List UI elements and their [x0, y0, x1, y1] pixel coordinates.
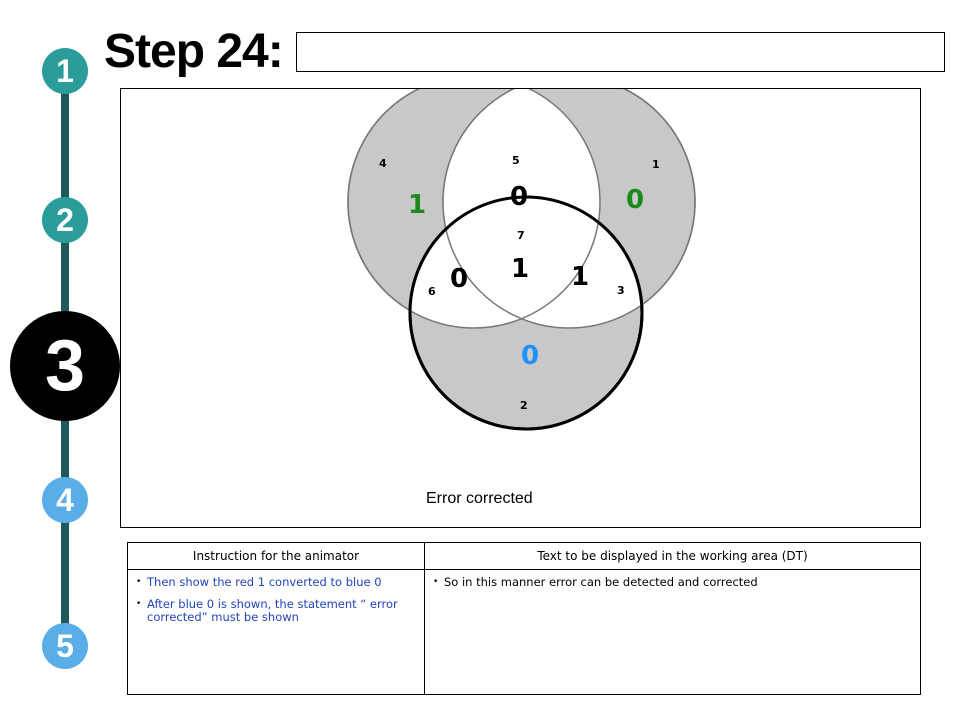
- dt-header: Text to be displayed in the working area (DT): [425, 543, 921, 570]
- region-number-2: 2: [520, 399, 528, 412]
- region-number-1: 1: [652, 158, 660, 171]
- working-area: [120, 88, 921, 528]
- bit-left-low: 0: [450, 264, 469, 294]
- bit-center: 1: [511, 254, 530, 284]
- region-number-3: 3: [617, 284, 625, 297]
- bit-right: 0: [626, 185, 645, 215]
- animator-instruction-item: • After blue 0 is shown, the statement “ error corrected” must be shown: [134, 598, 418, 624]
- step-3-button-current[interactable]: [10, 311, 120, 421]
- dt-text-item: • So in this manner error can be detected and corrected: [431, 576, 914, 589]
- step-label: 4: [56, 481, 74, 518]
- animator-header: Instruction for the animator: [128, 543, 425, 570]
- region-number-4: 4: [379, 157, 387, 170]
- venn-diagram: [121, 89, 920, 527]
- animator-instructions-cell: [128, 570, 425, 695]
- title-input-box[interactable]: [296, 32, 945, 72]
- instruction-table: [127, 542, 921, 695]
- dt-text-cell: [425, 570, 921, 695]
- step-5-button[interactable]: [42, 623, 88, 669]
- bit-left: 1: [408, 190, 427, 220]
- step-4-button[interactable]: [42, 477, 88, 523]
- bit-top-mid: 0: [510, 182, 529, 212]
- region-number-5: 5: [512, 154, 520, 167]
- step-label: 5: [56, 627, 74, 664]
- step-1-button[interactable]: [42, 48, 88, 94]
- bit-right-low: 1: [571, 262, 590, 292]
- page-title: Step 24:: [104, 25, 283, 78]
- step-label: 3: [44, 326, 86, 406]
- animator-instruction-item: • Then show the red 1 converted to blue 0: [134, 576, 418, 589]
- region-number-7: 7: [517, 229, 525, 242]
- step-label: 2: [56, 201, 74, 238]
- step-label: 1: [56, 52, 74, 89]
- step-2-button[interactable]: [42, 197, 88, 243]
- error-corrected-caption: Error corrected: [426, 490, 533, 507]
- region-number-6: 6: [428, 285, 436, 298]
- bit-bottom: 0: [521, 341, 540, 371]
